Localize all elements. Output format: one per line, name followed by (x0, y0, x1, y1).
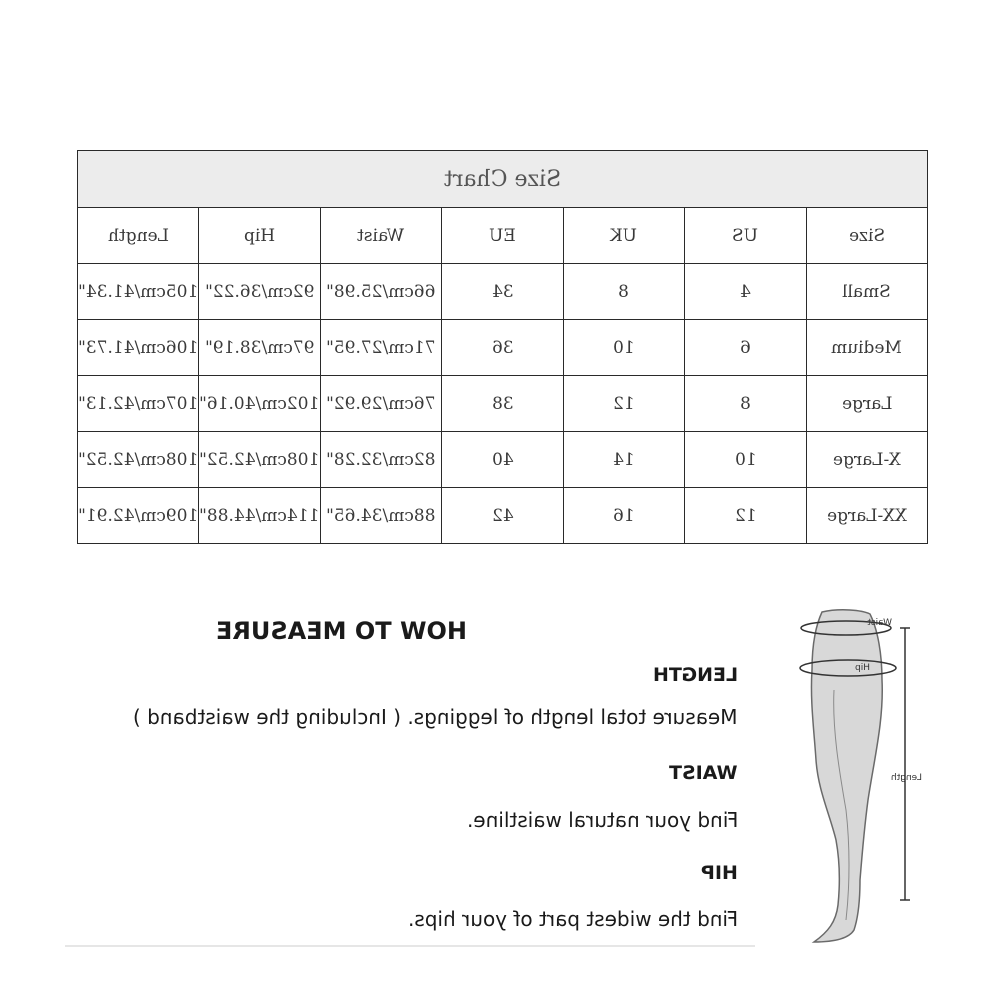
cell-waist: 71cm/27.95" (320, 320, 441, 376)
size-chart-title: Size Chart (78, 151, 928, 208)
cell-length: 107cm/42.13" (78, 376, 199, 432)
cell-hip: 114cm/44.88" (199, 488, 320, 544)
cell-us: 6 (685, 320, 806, 376)
cell-length: 109cm/42.91" (78, 488, 199, 544)
leggings-figure (770, 600, 950, 950)
table-row (78, 488, 928, 544)
cell-length: 108cm/42.52" (78, 432, 199, 488)
column-header-hip: Hip (199, 208, 320, 264)
cell-eu: 36 (442, 320, 563, 376)
table-row (78, 432, 928, 488)
column-header-size: Size (806, 208, 927, 264)
cell-eu: 38 (442, 376, 563, 432)
cell-us: 12 (685, 488, 806, 544)
waist-heading: WAIST (669, 762, 738, 784)
table-row (78, 376, 928, 432)
cell-size: Small (806, 264, 927, 320)
table-row (78, 264, 928, 320)
length-label: Length (890, 773, 922, 783)
cell-size: XX-Large (806, 488, 927, 544)
cell-waist: 76cm/29.92" (320, 376, 441, 432)
cell-uk: 10 (563, 320, 684, 376)
column-header-eu: EU (442, 208, 563, 264)
size-chart-table (77, 150, 928, 544)
cell-size: Large (806, 376, 927, 432)
hip-heading: HIP (701, 862, 738, 884)
cell-us: 10 (685, 432, 806, 488)
cell-waist: 88cm/34.65" (320, 488, 441, 544)
cell-us: 4 (685, 264, 806, 320)
how-to-measure-heading: HOW TO MEASURE (216, 617, 467, 645)
cell-waist: 66cm/25.98" (320, 264, 441, 320)
waist-label: Waist (867, 618, 892, 628)
cell-uk: 14 (563, 432, 684, 488)
cell-eu: 40 (442, 432, 563, 488)
cell-uk: 8 (563, 264, 684, 320)
column-header-length: Length (78, 208, 199, 264)
waist-description: Find your natural waistline. (466, 808, 738, 832)
cell-eu: 42 (442, 488, 563, 544)
cell-hip: 108cm/42.52" (199, 432, 320, 488)
cell-length: 105cm/41.34" (78, 264, 199, 320)
hip-description: Find the widest part of your hips. (407, 907, 738, 931)
cell-length: 106cm/41.73" (78, 320, 199, 376)
cell-waist: 82cm/32.28" (320, 432, 441, 488)
cell-hip: 97cm/38.19" (199, 320, 320, 376)
cell-size: X-Large (806, 432, 927, 488)
column-header-us: US (685, 208, 806, 264)
table-row (78, 320, 928, 376)
hip-label: Hip (855, 663, 870, 673)
cell-uk: 12 (563, 376, 684, 432)
cell-hip: 92cm/36.22" (199, 264, 320, 320)
column-header-waist: Waist (320, 208, 441, 264)
divider (65, 945, 755, 947)
cell-hip: 102cm/40.16" (199, 376, 320, 432)
column-header-uk: UK (563, 208, 684, 264)
length-heading: LENGTH (652, 664, 738, 686)
length-description: Measure total length of leggings. ( Including the waistband ) (133, 705, 738, 729)
cell-eu: 34 (442, 264, 563, 320)
cell-us: 8 (685, 376, 806, 432)
table-header-row (78, 208, 928, 264)
cell-uk: 16 (563, 488, 684, 544)
cell-size: Medium (806, 320, 927, 376)
